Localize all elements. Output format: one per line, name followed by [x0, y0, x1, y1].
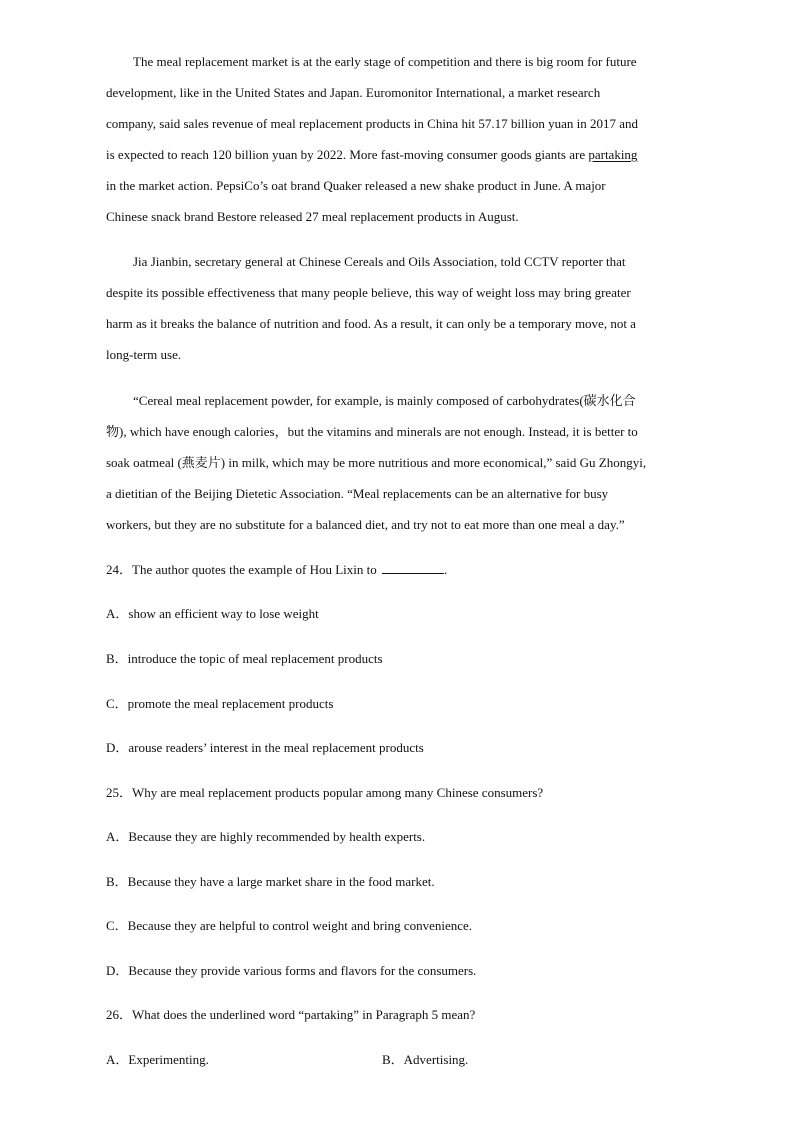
paragraph-line: 物), which have enough calories，but the vitamins and minerals are not enough. Instead, it is better to [106, 424, 638, 439]
paragraph-line: Jia Jianbin, secretary general at Chinese Cereals and Oils Association, told CCTV reporter that [133, 254, 626, 269]
question-24-option-b: B．introduce the topic of meal replacement products [106, 651, 383, 666]
question-25-option-a: A．Because they are highly recommended by health experts. [106, 829, 426, 844]
question-24-option-c: C．promote the meal replacement products [106, 696, 334, 711]
question-24-option-a: A．show an efficient way to lose weight [106, 606, 319, 621]
paragraph-line: a dietitian of the Beijing Dietetic Association. “Meal replacements can be an alternative for busy [106, 486, 609, 501]
question-25-stem: 25．Why are meal replacement products popular among many Chinese consumers? [106, 785, 544, 800]
paragraph-line: Chinese snack brand Bestore released 27 meal replacement products in August. [106, 209, 519, 224]
question-24-option-d: D．arouse readers’ interest in the meal replacement products [106, 740, 424, 755]
question-text: 24．The author quotes the example of Hou Lixin to [106, 562, 381, 577]
question-24-stem [106, 560, 447, 580]
question-26-stem: 26．What does the underlined word “partaking” in Paragraph 5 mean? [106, 1007, 476, 1022]
question-text-end: . [444, 562, 448, 577]
paragraph-line: workers, but they are no substitute for a balanced diet, and try not to eat more than one meal a day.” [106, 517, 625, 532]
paragraph-market [106, 46, 690, 232]
paragraph-quote [106, 385, 690, 540]
paragraph-line: “Cereal meal replacement powder, for example, is mainly composed of carbohydrates(碳水化合 [133, 393, 636, 408]
paragraph-line-text: is expected to reach 120 billion yuan by 2022. More fast-moving consumer goods giants are [106, 147, 589, 162]
underlined-word: partaking [588, 147, 638, 162]
paragraph-line: soak oatmeal (燕麦片) in milk, which may be more nutritious and more economical,” said Gu Zhongyi, [106, 455, 647, 470]
paragraph-line: long-term use. [106, 347, 182, 362]
question-25-option-c: C．Because they are helpful to control weight and bring convenience. [106, 918, 473, 933]
paragraph-line: development, like in the United States and Japan. Euromonitor International, a market research [106, 85, 601, 100]
answer-blank [382, 561, 444, 574]
paragraph-jia-jianbin [106, 246, 690, 370]
paragraph-line [106, 139, 690, 170]
question-25-option-d: D．Because they provide various forms and flavors for the consumers. [106, 963, 477, 978]
paragraph-line: despite its possible effectiveness that many people believe, this way of weight loss may bring greater [106, 285, 631, 300]
paragraph-line: company, said sales revenue of meal replacement products in China hit 57.17 billion yuan in 2017 and [106, 116, 639, 131]
question-26-option-b: B．Advertising. [382, 1052, 469, 1067]
paragraph-line: harm as it breaks the balance of nutrition and food. As a result, it can only be a temporary move, not a [106, 316, 636, 331]
question-25-option-b: B．Because they have a large market share in the food market. [106, 874, 435, 889]
paragraph-line: in the market action. PepsiCo’s oat brand Quaker released a new shake product in June. A major [106, 178, 606, 193]
question-26-option-a: A．Experimenting. [106, 1052, 209, 1067]
paragraph-line: The meal replacement market is at the early stage of competition and there is big room for future [133, 54, 637, 69]
